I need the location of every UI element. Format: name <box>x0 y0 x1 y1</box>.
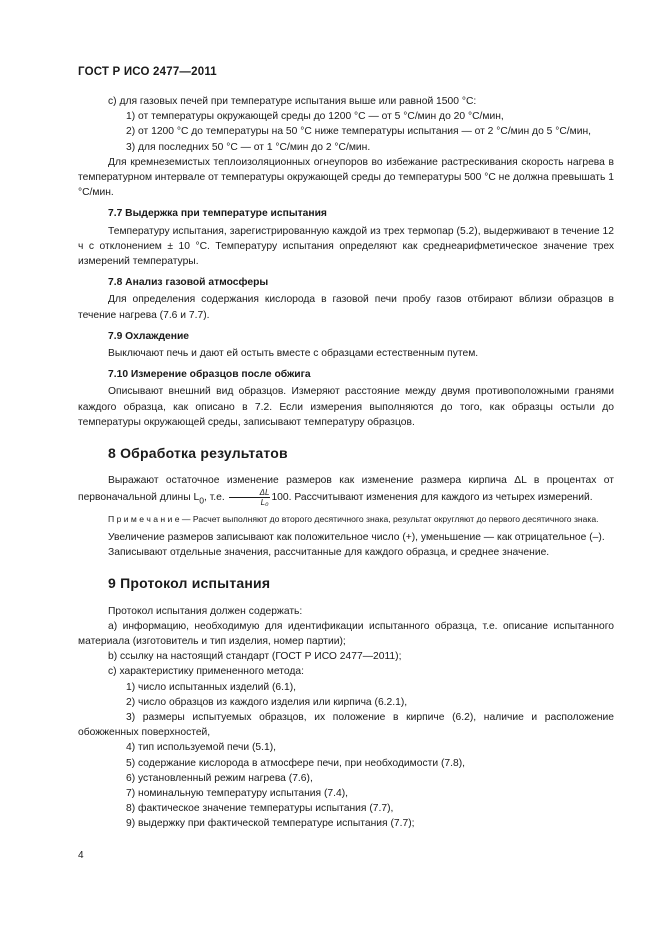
page-body <box>78 94 614 832</box>
heading-7-8: 7.8 Анализ газовой атмосферы <box>108 277 269 289</box>
section-9-c-item-3: 3) размеры испытуемых образцов, их положение в кирпиче (6.2), наличие и расположение обожженных поверхностей, <box>78 711 614 739</box>
para-c-item-3: 3) для последних 50 °C — от 1 °C/мин до 2 °C/мин. <box>126 141 371 153</box>
formula-fraction <box>229 488 271 507</box>
section-9-c-item-4: 4) тип используемой печи (5.1), <box>126 742 277 754</box>
formula-text-before: Выражают остаточное изменение размеров как изменение размера кирпича ΔL в процентах от первоначальной длины L <box>78 475 614 504</box>
note-text: — Расчет выполняют до второго десятичного знака, результат округляют до первого десятичного знака. <box>179 513 599 524</box>
section-8-heading: 8 Обработка результатов <box>108 445 288 462</box>
para-c-item-2: 2) от 1200 °C до температуры на 50 °C ниже температуры испытания — от 2 °C/мин до 5 °C/мин, <box>126 126 592 138</box>
section-9-c-item-7: 7) номинальную температуру испытания (7.4), <box>126 787 348 799</box>
para-c-item-1: 1) от температуры окружающей среды до 1200 °C — от 5 °C/мин до 20 °C/мин, <box>126 111 504 123</box>
section-9-intro: Протокол испытания должен содержать: <box>108 605 303 617</box>
silica-note-paragraph: Для кремнеземистых теплоизоляционных огнеупоров во избежание растрескивания скорость нагрева в температурном интервале от температуры окружающей среды до температуры 500 °C не должна превышать 1 °C/мин. <box>78 156 614 199</box>
section-9-item-b: b) ссылку на настоящий стандарт (ГОСТ Р ИСО 2477—2011); <box>108 651 402 663</box>
formula-subscript: 0 <box>199 495 205 506</box>
section-9-item-a: а) информацию, необходимую для идентификации испытанного образца, т.е. описание испытанного материала (изготовитель и тип изделия, номер партии); <box>78 620 614 647</box>
section-9-c-item-2: 2) число образцов из каждого изделия или кирпича (6.2.1), <box>126 696 408 708</box>
text-7-9: Выключают печь и дают ей остыть вместе с образцами естественным путем. <box>108 348 479 360</box>
note-label: П р и м е ч а н и е <box>108 513 180 524</box>
heading-7-10: 7.10 Измерение образцов после обжига <box>108 369 311 381</box>
section-9-c-item-9: 9) выдержку при фактической температуре испытания (7.7); <box>126 818 415 830</box>
heading-7-9: 7.9 Охлаждение <box>108 330 190 342</box>
para-c-intro: с) для газовых печей при температуре испытания выше или равной 1500 °C: <box>108 96 477 107</box>
page-number: 4 <box>78 850 84 861</box>
heading-7-7: 7.7 Выдержка при температуре испытания <box>108 208 327 220</box>
section-8-record-paragraph: Записывают отдельные значения, рассчитанные для каждого образца, и среднее значение. <box>108 547 550 559</box>
section-8-formula-paragraph <box>78 473 614 509</box>
document-header: ГОСТ Р ИСО 2477—2011 <box>78 66 217 78</box>
formula-text-after: 100. Рассчитывают изменения для каждого из четырех измерений. <box>271 492 593 504</box>
section-8-note <box>78 513 614 526</box>
formula-text-mid: , т.е. <box>204 492 228 504</box>
text-7-8: Для определения содержания кислорода в газовой печи пробу газов отбирают вблизи образцов в течение нагрева (7.6 и 7.7). <box>78 294 614 321</box>
section-9-c-item-5: 5) содержание кислорода в атмосфере печи, при необходимости (7.8), <box>126 757 465 769</box>
fraction-numerator: ΔL <box>229 488 271 498</box>
section-9-c-item-1: 1) число испытанных изделий (6.1), <box>126 681 297 693</box>
fraction-denominator: L₀ <box>260 498 269 508</box>
section-8-sign-paragraph: Увеличение размеров записывают как положительное число (+), уменьшение — как отрицательное (–). <box>108 531 605 543</box>
text-7-7: Температуру испытания, зарегистрированную каждой из трех термопар (5.2), выдерживают в течение 12 ч с отклонением ± 10 °C. Температуру испытания определяют как среднеарифметическое значение трех измерений температуры. <box>78 225 614 268</box>
text-7-10: Описывают внешний вид образцов. Измеряют расстояние между двумя противоположными гранями каждого образца, как описано в 7.2. Если измерения выполняются до того, как образцы остыли до температуры окружающей среды, записывают температуру образцов. <box>78 386 614 428</box>
section-9-c-item-8: 8) фактическое значение температуры испытания (7.7), <box>126 803 394 815</box>
section-9-c-item-6: 6) установленный режим нагрева (7.6), <box>126 772 313 784</box>
section-9-item-c: с) характеристику примененного метода: <box>108 666 304 678</box>
section-9-heading: 9 Протокол испытания <box>108 575 271 592</box>
